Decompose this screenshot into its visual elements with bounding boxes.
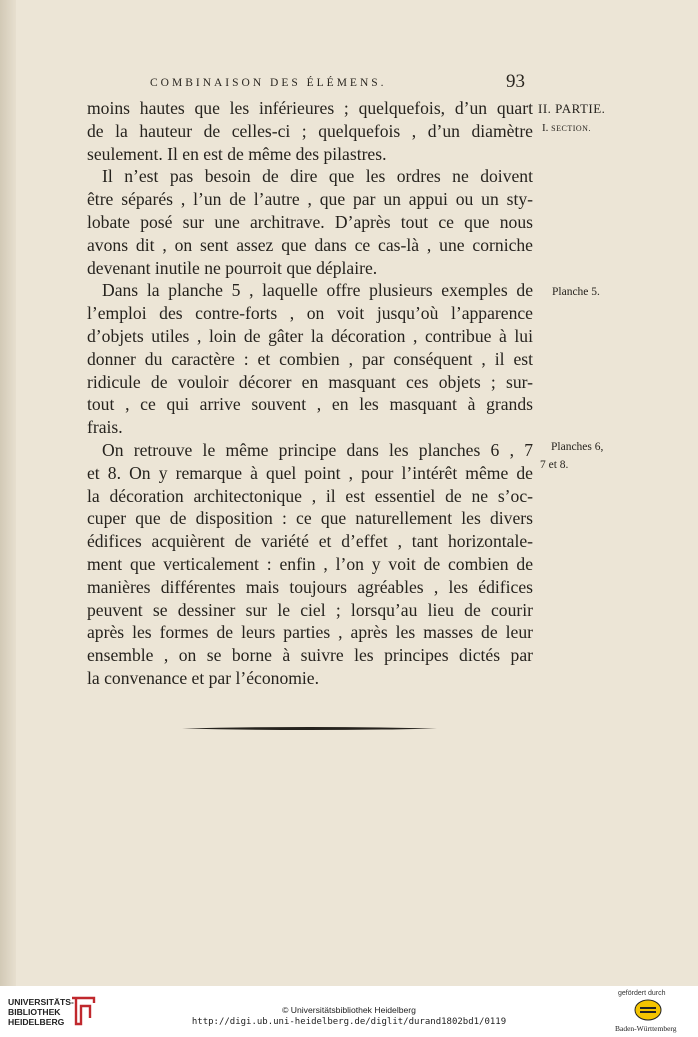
text-line: Il n’est pas besoin de dire que les ordres ne doivent xyxy=(102,166,533,187)
text-line: d’objets utiles , loin de gâter la décoration , contribue à lui xyxy=(87,325,533,346)
margin-note-planches-7-8: 7 et 8. xyxy=(540,459,569,471)
text-line: manières différentes mais toujours agréables , les édifices xyxy=(87,576,533,597)
margin-note-partie: II. PARTIE. xyxy=(538,101,606,116)
page-number: 93 xyxy=(506,71,525,92)
running-head-title: COMBINAISON DES ÉLÉMENS. xyxy=(150,77,387,89)
margin-note-section xyxy=(542,122,591,134)
text-line: ensemble , on se borne à suivre les principes dictés par xyxy=(87,645,533,666)
text-line: donner du caractère : et combien , par conséquent , il est xyxy=(87,348,533,369)
text-line: la décoration architectonique , il est essentiel de ne s’oc- xyxy=(87,485,533,506)
margin-note-planche-5: Planche 5. xyxy=(552,286,600,298)
text-line: devenant inutile ne pourroit que déplaire. xyxy=(87,257,378,278)
margin-note-planches-6: Planches 6, xyxy=(551,441,604,453)
running-head xyxy=(0,71,698,95)
tapered-rule xyxy=(182,726,437,731)
text-line: de la hauteur de celles-ci ; quelquefois , d’un diamètre xyxy=(87,120,533,141)
digitization-footer xyxy=(0,986,698,1037)
margin-note-section-word: SECTION. xyxy=(551,124,591,133)
text-line: peuvent se dessiner sur le ciel ; lorsqu’au lieu de courir xyxy=(87,599,533,620)
text-line: ment que verticalement : enfin , l’on y voit de combien de xyxy=(87,553,533,574)
text-line: frais. xyxy=(87,417,123,438)
page-binding-edge xyxy=(0,0,16,986)
text-line: la convenance et par l’économie. xyxy=(87,667,320,688)
sponsor-label: gefördert durch xyxy=(618,990,666,997)
margin-note-section-roman: I. xyxy=(542,122,549,134)
text-line: tout , ce qui arrive souvent , en les masquant à grands xyxy=(87,394,533,415)
text-line: l’emploi des contre-forts , on voit jusqu’où l’apparence xyxy=(87,303,533,324)
text-line: seulement. Il en est de même des pilastres. xyxy=(87,143,387,164)
text-line: après les formes de leurs parties , après les masses de leur xyxy=(87,622,533,643)
text-line: et 8. On y remarque à quel point , pour l’intérêt même de xyxy=(87,462,533,483)
text-line: lobate posé sur une architrave. D’après tout ce que nous xyxy=(87,211,533,232)
text-line: cuper que de disposition : ce que naturellement les divers xyxy=(87,508,533,529)
body-text xyxy=(87,97,533,690)
permalink-url[interactable]: http://digi.ub.uni-heidelberg.de/diglit/durand1802bd1/0119 xyxy=(191,1017,507,1027)
text-line: ridicule de vouloir décorer en masquant ces objets ; sur- xyxy=(87,371,533,392)
baden-wuerttemberg-crest-icon xyxy=(634,999,662,1021)
sponsor-name: Baden-Württemberg xyxy=(615,1024,677,1033)
text-line: être séparés , l’un de l’autre , que par un appui ou un sty- xyxy=(87,189,533,210)
copyright-notice: © Universitätsbibliothek Heidelberg xyxy=(282,1005,416,1015)
library-name-line: UNIVERSITÄTS- xyxy=(8,997,74,1007)
text-line: avons dit , on sent assez que dans ce cas-là , une corniche xyxy=(87,234,533,255)
text-line: On retrouve le même principe dans les planches 6 , 7 xyxy=(102,439,533,460)
library-name-line: BIBLIOTHEK xyxy=(8,1007,61,1017)
text-line: Dans la planche 5 , laquelle offre plusieurs exemples de xyxy=(102,280,533,301)
text-line: moins hautes que les inférieures ; quelquefois, d’un quart xyxy=(87,98,533,118)
library-name-line: HEIDELBERG xyxy=(8,1017,65,1027)
text-line: édifices acquièrent de variété et d’effet , tant horizontale- xyxy=(87,531,533,552)
